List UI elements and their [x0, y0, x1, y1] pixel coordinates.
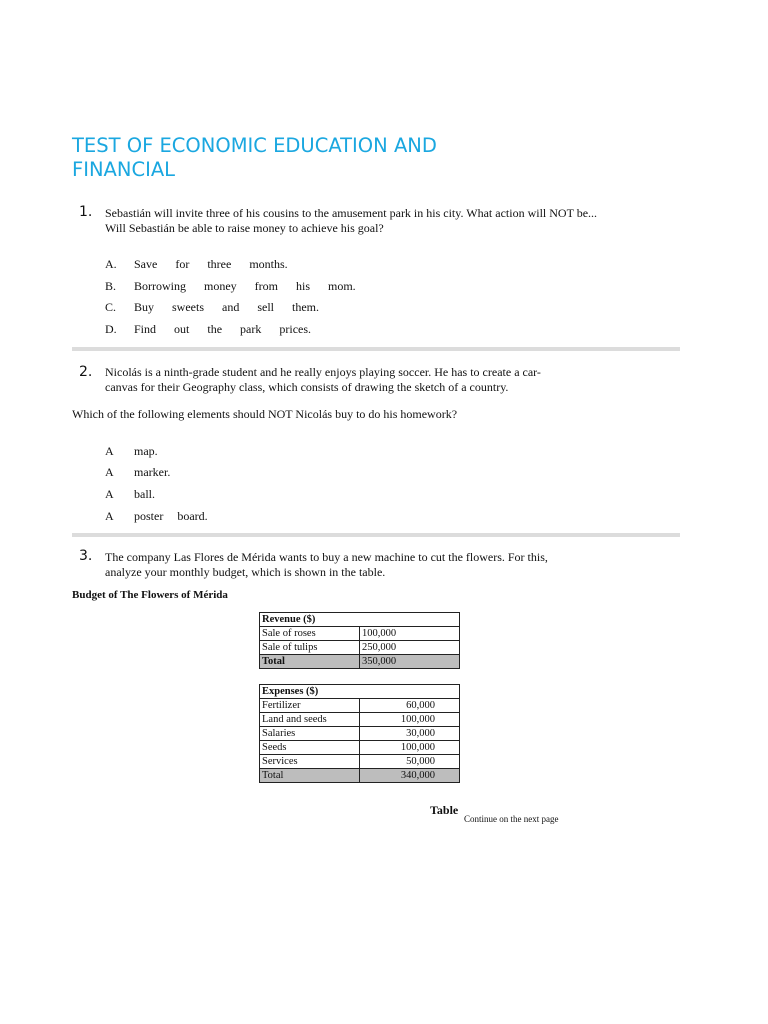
- option-word: three: [207, 257, 232, 271]
- row-label: Seeds: [260, 741, 360, 755]
- option-word: poster: [134, 509, 164, 523]
- option-letter: A: [105, 487, 114, 501]
- table-row: [260, 713, 460, 727]
- option-word: map.: [134, 444, 158, 458]
- question-line: Will Sebastián be able to raise money to achieve his goal?: [105, 221, 384, 235]
- table-row: [260, 741, 460, 755]
- option-word: Save: [134, 257, 158, 271]
- option-word: money: [204, 279, 237, 293]
- row-label: Salaries: [260, 727, 360, 741]
- table-caption: Table: [430, 803, 459, 817]
- table-row: [260, 641, 460, 655]
- option-letter: D.: [105, 322, 117, 336]
- option-word: his: [296, 279, 311, 293]
- question-line: The company Las Flores de Mérida wants to buy a new machine to cut the flowers. For this,: [105, 550, 548, 564]
- option-word: Borrowing: [134, 279, 186, 293]
- table-row: [260, 755, 460, 769]
- row-label: Services: [260, 755, 360, 769]
- option-word: for: [175, 257, 190, 271]
- question-line: Nicolás is a ninth-grade student and he really enjoys playing soccer. He has to create a car-: [105, 365, 541, 379]
- table-row: [260, 699, 460, 713]
- option-word: marker.: [134, 465, 171, 479]
- answer-option[interactable]: [105, 322, 311, 336]
- continue-note: Continue on the next page: [464, 814, 559, 824]
- expenses-table: [259, 684, 460, 783]
- option-letter: C.: [105, 300, 117, 314]
- table-row: [260, 627, 460, 641]
- row-label: Sale of tulips: [260, 641, 360, 655]
- budget-title: Budget of The Flowers of Mérida: [72, 589, 228, 601]
- table-header-row: [260, 685, 460, 699]
- option-letter: A: [105, 465, 114, 479]
- row-value: 250,000: [360, 641, 460, 655]
- row-label: Land and seeds: [260, 713, 360, 727]
- option-letter: A: [105, 509, 114, 523]
- table-total-row: [260, 769, 460, 783]
- row-value: 30,000: [360, 727, 460, 741]
- option-word: from: [254, 279, 278, 293]
- question-number: 3.: [79, 548, 93, 564]
- option-word: months.: [249, 257, 288, 271]
- option-word: park: [240, 322, 262, 336]
- option-letter: A.: [105, 257, 117, 271]
- option-word: Buy: [134, 300, 155, 314]
- question-text: [105, 550, 625, 580]
- option-word: mom.: [328, 279, 356, 293]
- answer-option[interactable]: [105, 257, 288, 271]
- row-value: 350,000: [360, 655, 460, 669]
- option-word: them.: [292, 300, 320, 314]
- row-label: Total: [260, 655, 360, 669]
- question-line: analyze your monthly budget, which is shown in the table.: [105, 565, 386, 579]
- option-word: the: [207, 322, 223, 336]
- section-divider: [72, 347, 680, 351]
- question-line: Sebastián will invite three of his cousins to the amusement park in his city. What action will NOT be...: [105, 206, 598, 220]
- answer-option[interactable]: [105, 444, 158, 458]
- answer-option[interactable]: [105, 509, 208, 523]
- row-value: 340,000: [360, 769, 460, 783]
- row-value: 50,000: [360, 755, 460, 769]
- answer-option[interactable]: [105, 465, 170, 479]
- option-word: and: [222, 300, 240, 314]
- option-word: out: [174, 322, 190, 336]
- row-value: 100,000: [360, 713, 460, 727]
- option-word: sweets: [172, 300, 205, 314]
- row-value: 100,000: [360, 627, 460, 641]
- table-header-row: [260, 613, 460, 627]
- row-label: Sale of roses: [260, 627, 360, 641]
- table-total-row: [260, 655, 460, 669]
- revenue-table: [259, 612, 460, 669]
- question-line: canvas for their Geography class, which consists of drawing the sketch of a country.: [105, 380, 509, 394]
- page-title: TEST OF ECONOMIC EDUCATION AND FINANCIAL: [72, 134, 437, 181]
- question-text: [105, 365, 625, 395]
- row-value: 100,000: [360, 741, 460, 755]
- question-prompt: Which of the following elements should NOT Nicolás buy to do his homework?: [72, 407, 458, 421]
- option-word: prices.: [279, 322, 312, 336]
- table-header: Expenses ($): [260, 685, 460, 699]
- table-header: Revenue ($): [260, 613, 460, 627]
- row-value: 60,000: [360, 699, 460, 713]
- question-number: 2.: [79, 364, 93, 380]
- question-number: 1.: [79, 204, 93, 220]
- option-word: board.: [177, 509, 208, 523]
- section-divider: [72, 533, 680, 537]
- question-text: [105, 206, 625, 236]
- option-letter: A: [105, 444, 114, 458]
- table-row: [260, 727, 460, 741]
- answer-option[interactable]: [105, 300, 319, 314]
- row-label: Fertilizer: [260, 699, 360, 713]
- option-word: Find: [134, 322, 157, 336]
- option-letter: B.: [105, 279, 117, 293]
- answer-option[interactable]: [105, 487, 155, 501]
- answer-option[interactable]: [105, 279, 356, 293]
- option-word: sell: [257, 300, 275, 314]
- option-word: ball.: [134, 487, 155, 501]
- row-label: Total: [260, 769, 360, 783]
